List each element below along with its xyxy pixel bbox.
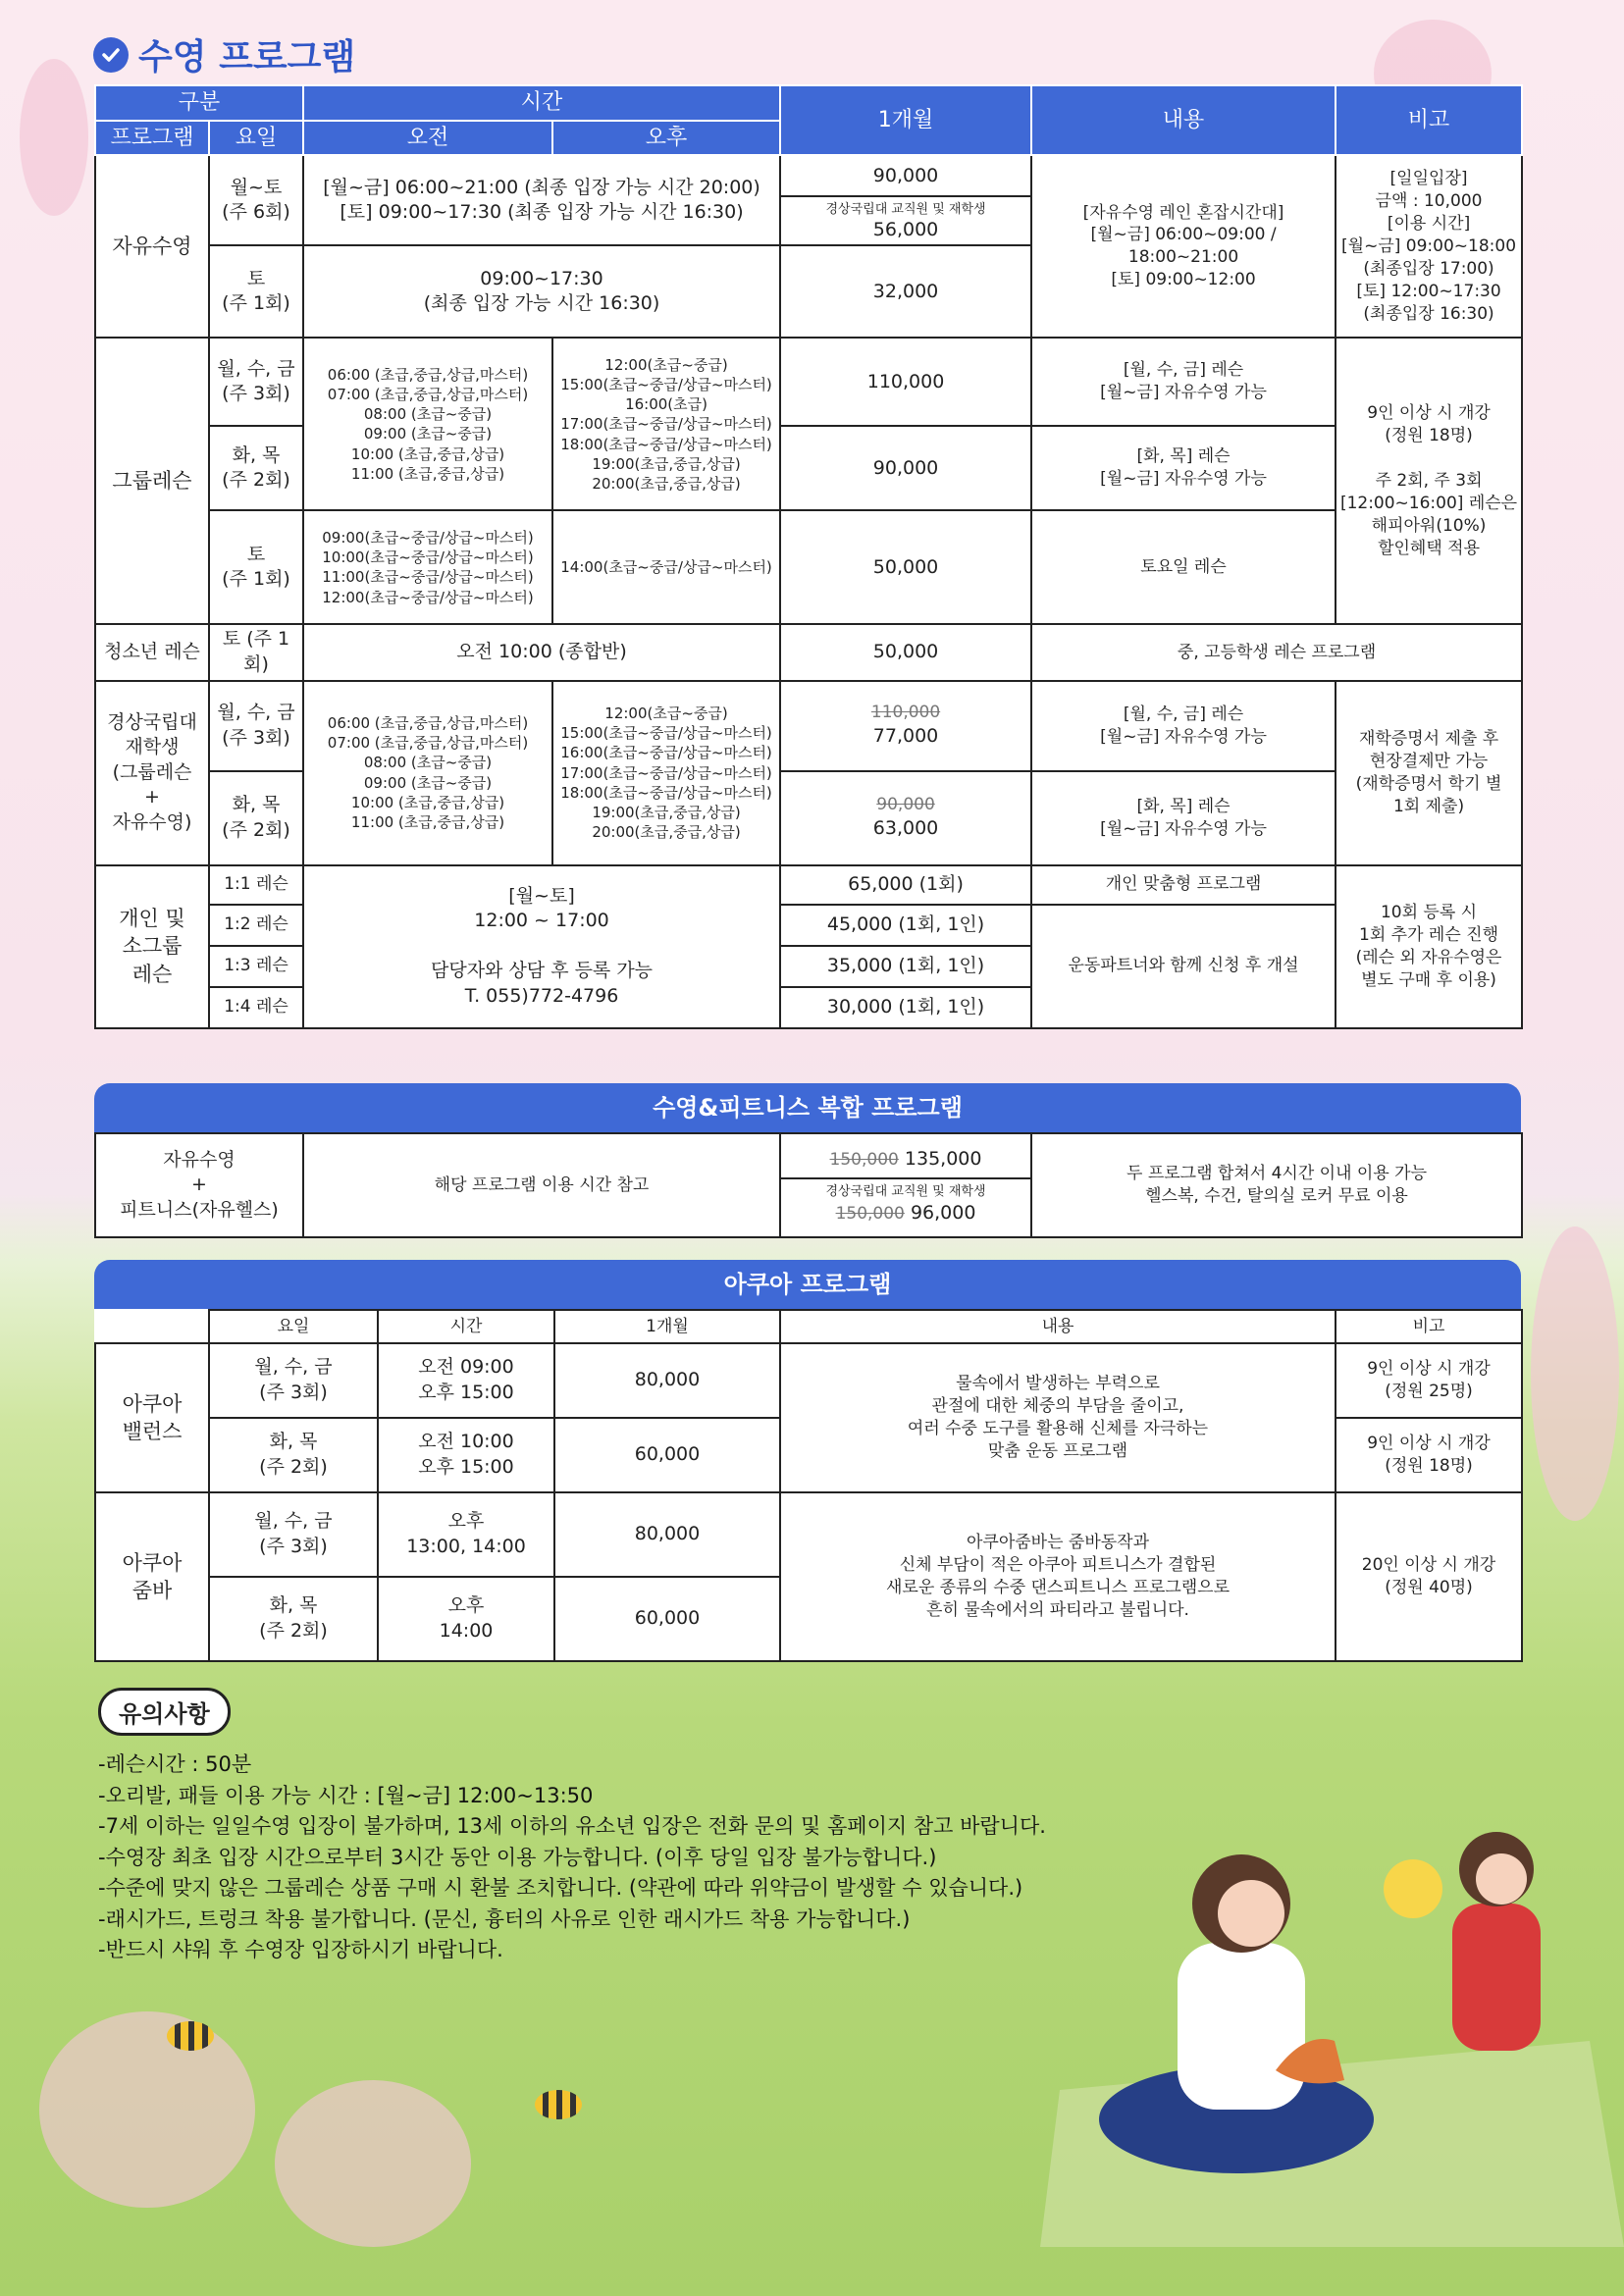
- check-icon: [93, 37, 129, 73]
- bee-decoration: [167, 2021, 214, 2051]
- header-pm: 오후: [552, 121, 780, 156]
- note-item: -레슨시간 : 50분: [98, 1752, 252, 1776]
- aqua-program-table: [94, 1309, 1523, 1662]
- balance-note-2: 9인 이상 시 개강 (정원 18명): [1336, 1418, 1522, 1492]
- note-item: -수영장 최초 입장 시간으로부터 3시간 동안 이용 가능합니다. (이후 당일 입장 불가능합니다.): [98, 1845, 937, 1869]
- zumba-price-1: 80,000: [554, 1492, 780, 1577]
- private-time: [월~토] 12:00 ~ 17:00 담당자와 상담 후 등록 가능 T. 055)772-4796: [303, 865, 780, 1028]
- gnu-pm-times: 12:00(초급~중급) 15:00(초급~중급/상급~마스터) 16:00(초급~중급/상급~마스터) 17:00(초급~중급/상급~마스터) 18:00(초급~중급/상급~마스터) 19:00(초급,중급,상급) 20:00(초급,중급,상급): [552, 681, 780, 865]
- private-content-1: 개인 맞춤형 프로그램: [1031, 865, 1336, 905]
- group-day-2: 화, 목 (주 2회): [209, 426, 303, 510]
- aqua-header-day: 요일: [209, 1310, 378, 1343]
- free-swim-time-2: 09:00~17:30 (최종 입장 가능 시간 16:30): [303, 245, 780, 338]
- group-price-1: 110,000: [780, 338, 1031, 426]
- swim-program-table: [94, 84, 1523, 1029]
- blossom-decoration: [20, 59, 88, 216]
- header-category: 구분: [95, 85, 303, 121]
- aqua-header-time: 시간: [378, 1310, 554, 1343]
- gnu-old-price-2: 90,000: [876, 795, 935, 815]
- header-note: 비고: [1336, 85, 1522, 155]
- zumba-time-2: 오후 14:00: [378, 1577, 554, 1661]
- balance-price-2: 60,000: [554, 1418, 780, 1492]
- balance-day-1: 월, 수, 금 (주 3회): [209, 1343, 378, 1418]
- aqua-header-note: 비고: [1336, 1310, 1522, 1343]
- gnu-content-2: [화, 목] 레슨 [월~금] 자유수영 가능: [1031, 771, 1336, 865]
- header-am: 오전: [303, 121, 552, 156]
- combo-program-table: [94, 1132, 1523, 1238]
- group-price-2: 90,000: [780, 426, 1031, 510]
- combo-price-2: 96,000: [910, 1201, 976, 1224]
- group-note: 9인 이상 시 개강 (정원 18명) 주 2회, 주 3회 [12:00~16:00] 레슨은 해피아워(10%) 할인혜택 적용: [1336, 338, 1522, 624]
- group-sat-am: 09:00(초급~중급/상급~마스터) 10:00(초급~중급/상급~마스터) 11:00(초급~중급/상급~마스터) 12:00(초급~중급/상급~마스터): [303, 510, 552, 624]
- combo-content: 두 프로그램 합쳐서 4시간 이내 이용 가능 헬스복, 수건, 탈의실 로커 무료 이용: [1031, 1133, 1522, 1237]
- discount-label: 경상국립대 교직원 및 재학생: [825, 201, 986, 217]
- blossom-decoration: [39, 2011, 255, 2208]
- program-aqua-balance: 아쿠아 밸런스: [95, 1343, 209, 1492]
- free-swim-price-2: 32,000: [780, 245, 1031, 338]
- gnu-price-2: 63,000: [872, 817, 939, 840]
- free-swim-day-1: 월~토 (주 6회): [209, 155, 303, 245]
- zumba-content: 아쿠아줌바는 줌바동작과 신체 부담이 적은 아쿠아 피트니스가 결합된 새로운 종류의 수중 댄스피트니스 프로그램으로 흔히 물속에서의 파티라고 불립니다.: [780, 1492, 1336, 1661]
- aqua-title: 아쿠아 프로그램: [723, 1271, 892, 1298]
- program-private: 개인 및 소그룹 레슨: [95, 865, 209, 1028]
- page-title-text: 수영 프로그램: [138, 37, 356, 78]
- private-type-4: 1:4 레슨: [209, 987, 303, 1028]
- group-content-1: [월, 수, 금] 레슨 [월~금] 자유수영 가능: [1031, 338, 1336, 426]
- combo-old-price-1: 150,000: [829, 1149, 899, 1170]
- gnu-day-1: 월, 수, 금 (주 3회): [209, 681, 303, 771]
- combo-name: 자유수영 + 피트니스(자유헬스): [95, 1133, 303, 1237]
- program-aqua-zumba: 아쿠아 줌바: [95, 1492, 209, 1661]
- balance-day-2: 화, 목 (주 2회): [209, 1418, 378, 1492]
- picnic-illustration: [1040, 1796, 1624, 2247]
- zumba-time-1: 오후 13:00, 14:00: [378, 1492, 554, 1577]
- private-type-2: 1:2 레슨: [209, 905, 303, 946]
- balance-content: 물속에서 발생하는 부력으로 관절에 대한 체중의 부담을 줄이고, 여러 수중 도구를 활용해 신체를 자극하는 맞춤 운동 프로그램: [780, 1343, 1336, 1492]
- group-pm-times: 12:00(초급~중급) 15:00(초급~중급/상급~마스터) 16:00(초급) 17:00(초급~중급/상급~마스터) 18:00(초급~중급/상급~마스터) 19:00(초급,중급,상급) 20:00(초급,중급,상급): [552, 338, 780, 510]
- balance-time-2: 오전 10:00 오후 15:00: [378, 1418, 554, 1492]
- private-type-3: 1:3 레슨: [209, 946, 303, 987]
- group-am-times: 06:00 (초급,중급,상급,마스터) 07:00 (초급,중급,상급,마스터) 08:00 (초급~중급) 09:00 (초급~중급) 10:00 (초급,중급,상급) 11:00 (초급,중급,상급): [303, 338, 552, 510]
- group-day-1: 월, 수, 금 (주 3회): [209, 338, 303, 426]
- private-content-2: 운동파트너와 함께 신청 후 개설: [1031, 905, 1336, 1028]
- combo-title: 수영&피트니스 복합 프로그램: [653, 1094, 963, 1122]
- youth-time: 오전 10:00 (종합반): [303, 624, 780, 680]
- private-type-1: 1:1 레슨: [209, 865, 303, 905]
- zumba-day-1: 월, 수, 금 (주 3회): [209, 1492, 378, 1577]
- note-item: -오리발, 패들 이용 가능 시간 : [월~금] 12:00~13:50: [98, 1783, 594, 1807]
- zumba-price-2: 60,000: [554, 1577, 780, 1661]
- combo-time: 해당 프로그램 이용 시간 참고: [303, 1133, 780, 1237]
- gnu-am-times: 06:00 (초급,중급,상급,마스터) 07:00 (초급,중급,상급,마스터) 08:00 (초급~중급) 09:00 (초급~중급) 10:00 (초급,중급,상급) 11:00 (초급,중급,상급): [303, 681, 552, 865]
- program-youth: 청소년 레슨: [95, 624, 209, 680]
- combo-banner: [94, 1083, 1521, 1132]
- note-item: -수준에 맞지 않은 그룹레슨 상품 구매 시 환불 조치합니다. (약관에 따라 위약금이 발생할 수 있습니다.): [98, 1876, 1023, 1900]
- gnu-price-1: 77,000: [872, 725, 939, 748]
- gnu-old-price-1: 110,000: [870, 703, 941, 723]
- header-day: 요일: [209, 121, 303, 156]
- private-price-1: 65,000 (1회): [780, 865, 1031, 905]
- header-month: 1개월: [780, 85, 1031, 155]
- balance-note-1: 9인 이상 시 개강 (정원 25명): [1336, 1343, 1522, 1418]
- combo-discount-label: 경상국립대 교직원 및 재학생: [825, 1184, 986, 1200]
- program-free-swim: 자유수영: [95, 155, 209, 338]
- youth-content: 중, 고등학생 레슨 프로그램: [1031, 624, 1522, 680]
- program-group-lesson: 그룹레슨: [95, 338, 209, 624]
- free-swim-day-2: 토 (주 1회): [209, 245, 303, 338]
- blossom-decoration: [1531, 1226, 1619, 1521]
- youth-day: 토 (주 1회): [209, 624, 303, 680]
- gnu-day-2: 화, 목 (주 2회): [209, 771, 303, 865]
- note-item: -7세 이하는 일일수영 입장이 불가하며, 13세 이하의 유소년 입장은 전화 문의 및 홈페이지 참고 바랍니다.: [98, 1814, 1046, 1838]
- aqua-header-content: 내용: [780, 1310, 1336, 1343]
- note-item: -래시가드, 트렁크 착용 불가합니다. (문신, 흉터의 사유로 인한 래시가드 착용 가능합니다.): [98, 1906, 911, 1931]
- gnu-note: 재학증명서 제출 후 현장결제만 가능 (재학증명서 학기 별 1회 제출): [1336, 681, 1522, 865]
- balance-time-1: 오전 09:00 오후 15:00: [378, 1343, 554, 1418]
- free-swim-price: 90,000: [781, 158, 1030, 197]
- aqua-header-month: 1개월: [554, 1310, 780, 1343]
- combo-old-price-2: 150,000: [835, 1203, 905, 1224]
- header-content: 내용: [1031, 85, 1336, 155]
- header-program: 프로그램: [95, 121, 209, 156]
- private-price-3: 35,000 (1회, 1인): [780, 946, 1031, 987]
- gnu-content-1: [월, 수, 금] 레슨 [월~금] 자유수영 가능: [1031, 681, 1336, 771]
- program-gnu-student: 경상국립대 재학생 (그룹레슨 + 자유수영): [95, 681, 209, 865]
- free-swim-time-1: [월~금] 06:00~21:00 (최종 입장 가능 시간 20:00) [토] 09:00~17:30 (최종 입장 가능 시간 16:30): [303, 155, 780, 245]
- group-content-3: 토요일 레슨: [1031, 510, 1336, 624]
- zumba-note: 20인 이상 시 개강 (정원 40명): [1336, 1492, 1522, 1661]
- note-item: -반드시 샤워 후 수영장 입장하시기 바랍니다.: [98, 1938, 503, 1961]
- header-time: 시간: [303, 85, 780, 121]
- free-swim-discount-price: 56,000: [872, 219, 939, 241]
- group-sat-pm: 14:00(초급~중급/상급~마스터): [552, 510, 780, 624]
- group-content-2: [화, 목] 레슨 [월~금] 자유수영 가능: [1031, 426, 1336, 510]
- free-swim-note: [일일입장] 금액 : 10,000 [이용 시간] [월~금] 09:00~18:00 (최종입장 17:00) [토] 12:00~17:30 (최종입장 16:30): [1336, 155, 1522, 338]
- notes-section: [98, 1688, 1079, 1966]
- youth-price: 50,000: [780, 624, 1031, 680]
- page-title: [93, 29, 355, 79]
- private-price-4: 30,000 (1회, 1인): [780, 987, 1031, 1028]
- combo-price-1: 135,000: [904, 1147, 982, 1170]
- aqua-banner: [94, 1260, 1521, 1309]
- group-price-3: 50,000: [780, 510, 1031, 624]
- notes-title: 유의사항: [98, 1688, 231, 1736]
- bee-decoration: [535, 2090, 582, 2119]
- private-note: 10회 등록 시 1회 추가 레슨 진행 (레슨 외 자유수영은 별도 구매 후 이용): [1336, 865, 1522, 1028]
- private-price-2: 45,000 (1회, 1인): [780, 905, 1031, 946]
- zumba-day-2: 화, 목 (주 2회): [209, 1577, 378, 1661]
- group-day-3: 토 (주 1회): [209, 510, 303, 624]
- blossom-decoration: [275, 2080, 471, 2247]
- free-swim-content: [자유수영 레인 혼잡시간대] [월~금] 06:00~09:00 / 18:00~21:00 [토] 09:00~12:00: [1031, 155, 1336, 338]
- balance-price-1: 80,000: [554, 1343, 780, 1418]
